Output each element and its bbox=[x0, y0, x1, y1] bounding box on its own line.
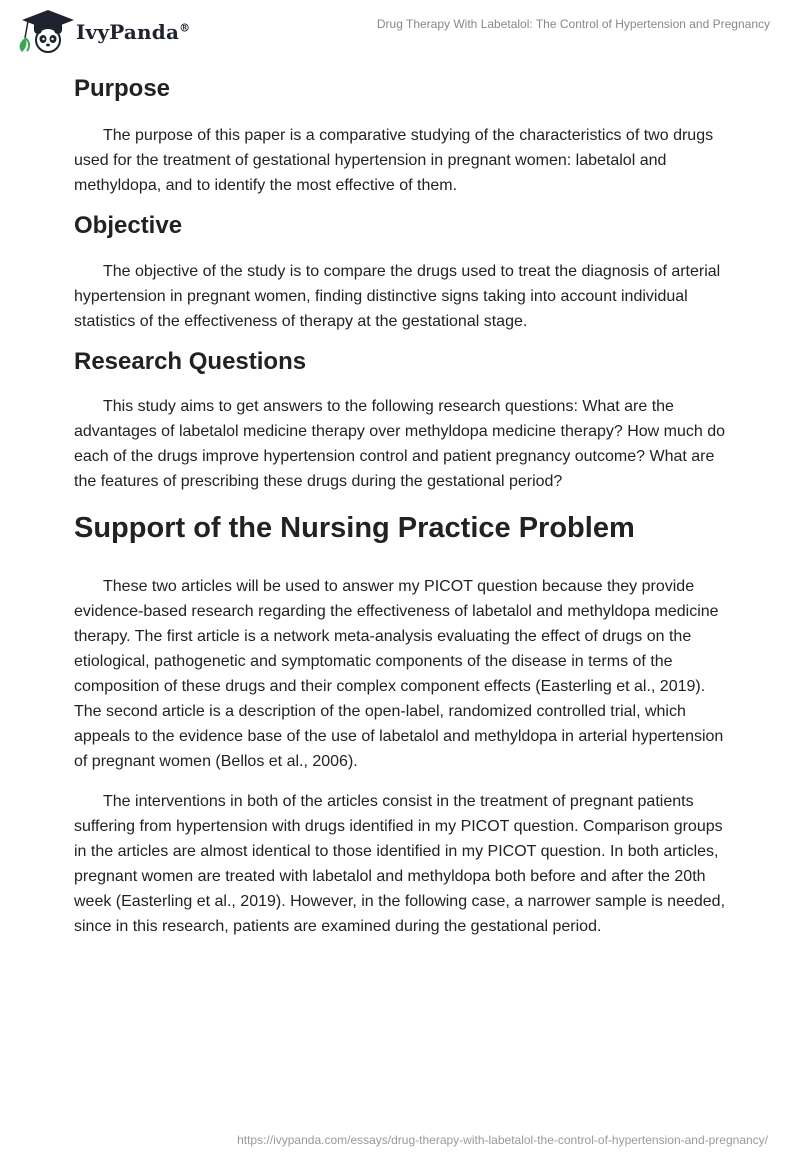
essay-content bbox=[74, 70, 734, 939]
heading-objective: Objective bbox=[74, 212, 183, 239]
source-url[interactable]: https://ivypanda.com/essays/drug-therapy-with-labetalol-the-control-of-hypertension-and-pregnancy/ bbox=[237, 1133, 768, 1147]
heading-purpose: Purpose bbox=[74, 75, 171, 102]
paragraph-research-questions: This study aims to get answers to the following research questions: What are the advantages of labetalol medicine therapy over methyldopa medicine therapy? How much do each of the drugs improve hypertension control and patient pregnancy outcome? What are the features of prescribing these drugs during the gestational period? bbox=[74, 398, 726, 490]
page-header bbox=[14, 8, 770, 56]
registered-mark: ® bbox=[179, 21, 191, 35]
paragraph-objective: The objective of the study is to compare the drugs used to treat the diagnosis of arterial hypertension in pregnant women, finding distinctive signs taking into account individual statistics of the effectiveness of therapy at the gestational stage. bbox=[74, 263, 721, 330]
paragraph-purpose: The purpose of this paper is a comparative studying of the characteristics of two drugs used for the treatment of gestational hypertension in pregnant women: labetalol and methyldopa, and to identify the most effective of them. bbox=[74, 127, 714, 194]
document-title: Drug Therapy With Labetalol: The Control of Hypertension and Pregnancy bbox=[376, 17, 770, 31]
heading-research-questions: Research Questions bbox=[74, 348, 307, 375]
paragraph-support-1: These two articles will be used to answer my PICOT question because they provide evidence-based research regarding the effectiveness of labetalol and methyldopa medicine therapy. The first article is a network meta-analysis evaluating the effect of drugs on the etiological, pathogenetic and symptomatic components of the disease in terms of the composition of these drugs and their complex component effects (Easterling et al., 2019). The second article is a description of the open-label, randomized controlled trial, which appeals to the evidence base of the use of labetalol and methyldopa in arterial hypertension of pregnant women (Bellos et al., 2006). bbox=[74, 578, 724, 770]
panda-graduate-icon bbox=[14, 8, 76, 54]
logo-text: IvyPanda® bbox=[76, 20, 191, 44]
ivypanda-logo[interactable] bbox=[14, 8, 194, 56]
paragraph-support-2: The interventions in both of the articles consist in the treatment of pregnant patients suffering from hypertension with drugs identified in my PICOT question. Comparison groups in the articles are almost identical to those identified in my PICOT question. In both articles, pregnant women are treated with labetalol and methyldopa both before and after the 20th week (Easterling et al., 2019). However, in the following case, a narrower sample is needed, since in this research, patients are examined during the gestational period. bbox=[74, 793, 726, 935]
heading-support-nursing-problem: Support of the Nursing Practice Problem bbox=[74, 512, 635, 544]
